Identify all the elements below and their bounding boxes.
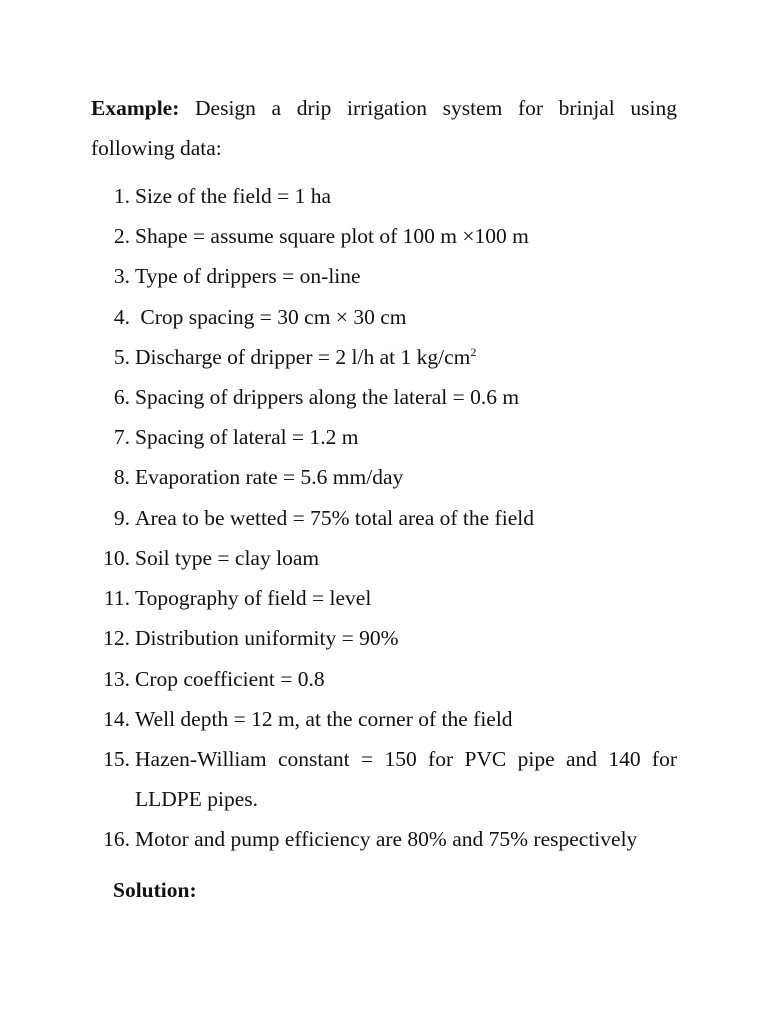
list-item-text: Motor and pump efficiency are 80% and 75% respectively xyxy=(135,827,638,851)
list-item-text: Hazen-William constant = 150 for PVC pipe and 140 for LLDPE pipes. xyxy=(135,747,677,811)
list-item-number: 6. xyxy=(113,385,130,409)
list-item xyxy=(0,176,768,216)
list-item-number: 12. xyxy=(103,626,130,650)
list-item-number: 1. xyxy=(113,184,130,208)
list-item xyxy=(0,578,768,618)
list-item-text: Topography of field = level xyxy=(135,586,372,610)
list-item xyxy=(0,538,768,578)
example-paragraph xyxy=(91,88,677,168)
list-item-text: Size of the field = 1 ha xyxy=(135,184,332,208)
list-item xyxy=(0,457,768,497)
list-item-number: 15. xyxy=(103,747,130,771)
list-item-text: Soil type = clay loam xyxy=(135,546,320,570)
list-item xyxy=(0,819,768,859)
list-item xyxy=(0,659,768,699)
list-item-number: 13. xyxy=(103,667,130,691)
superscript: 2 xyxy=(470,345,477,359)
list-item xyxy=(0,256,768,296)
list-item-number: 2. xyxy=(113,224,130,248)
list-item-text: Well depth = 12 m, at the corner of the field xyxy=(135,707,513,731)
list-item-number: 4. xyxy=(113,305,130,329)
list-item-number: 7. xyxy=(113,425,130,449)
list-item-text xyxy=(135,337,476,377)
list-item-text: Crop coefficient = 0.8 xyxy=(135,667,325,691)
list-item xyxy=(0,618,768,658)
list-item-number: 16. xyxy=(103,827,130,851)
list-item xyxy=(0,498,768,538)
example-text: Design a drip irrigation system for brinjal using following data: xyxy=(91,96,677,160)
list-item-text: Area to be wetted = 75% total area of the field xyxy=(135,506,534,530)
list-item-number: 14. xyxy=(103,707,130,731)
list-item-number: 9. xyxy=(113,506,130,530)
example-label: Example: xyxy=(91,96,180,120)
list-item xyxy=(0,699,768,739)
list-item-text: Spacing of drippers along the lateral = 0.6 m xyxy=(135,385,520,409)
list-item-text: Spacing of lateral = 1.2 m xyxy=(135,425,359,449)
list-item xyxy=(0,377,768,417)
list-item-text: Evaporation rate = 5.6 mm/day xyxy=(135,465,404,489)
list-item xyxy=(0,739,768,819)
list-item-text-main: Discharge of dripper = 2 l/h at 1 kg/cm xyxy=(135,345,471,369)
list-item-text: Shape = assume square plot of 100 m ×100 m xyxy=(135,224,529,248)
list-item-number: 10. xyxy=(103,546,130,570)
list-item-number: 3. xyxy=(113,264,130,288)
list-item xyxy=(0,417,768,457)
list-item xyxy=(0,297,768,337)
list-item-number: 8. xyxy=(113,465,130,489)
list-item-text: Type of drippers = on-line xyxy=(135,264,361,288)
list-item-text: Crop spacing = 30 cm × 30 cm xyxy=(135,305,407,329)
list-item-number: 5. xyxy=(113,345,130,369)
list-item-number: 11. xyxy=(103,586,130,610)
list-item-text: Distribution uniformity = 90% xyxy=(135,626,399,650)
solution-heading: Solution: xyxy=(113,878,197,902)
list-item xyxy=(0,216,768,256)
list-item xyxy=(0,337,768,377)
